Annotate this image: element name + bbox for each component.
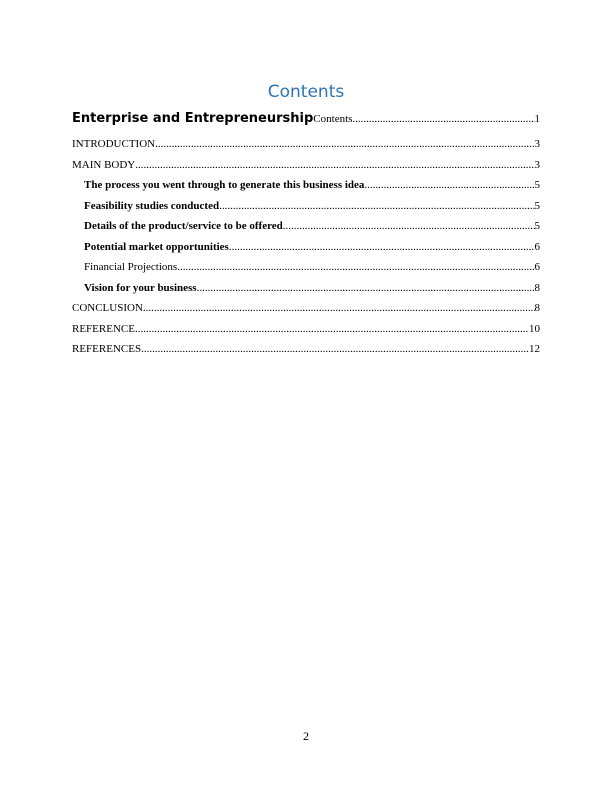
toc-entry-label: REFERENCE [72,322,135,335]
table-of-contents [72,112,540,364]
toc-entry-vision[interactable] [72,282,540,295]
toc-entry-page: 10 [529,322,540,335]
toc-entry-product-details[interactable] [72,220,540,233]
toc-entry-page: 8 [534,281,540,294]
toc-entry-main-body[interactable] [72,159,540,172]
toc-entry-introduction[interactable] [72,138,540,151]
toc-entry-page: 12 [529,343,540,355]
dot-leader [135,159,534,172]
toc-entry-label: Potential market opportunities [84,240,229,253]
dot-leader [352,113,534,126]
dot-leader [283,220,535,233]
toc-entry-page: 6 [534,261,540,273]
toc-entry-sublabel: Contents [313,113,353,125]
toc-entry-references[interactable] [72,343,540,356]
toc-entry-label: Financial Projections [84,261,178,273]
dot-leader [135,323,529,336]
toc-entry-reference[interactable] [72,323,540,336]
dot-leader [143,302,535,315]
dot-leader [229,241,535,254]
dot-leader [219,200,534,213]
toc-entry-label: REFERENCES [72,343,142,355]
dot-leader [155,138,534,151]
toc-entry-page: 5 [534,199,540,212]
toc-entry-label: CONCLUSION [72,302,143,314]
toc-entry-page: 5 [534,179,540,191]
toc-entry-label: The process you went through to generate this business idea [84,179,365,191]
document-title: Enterprise and Entrepreneurship [72,111,314,126]
dot-leader [364,179,534,192]
toc-entry-page: 1 [534,113,540,125]
page-number: 2 [303,729,309,743]
toc-entry-page: 6 [534,240,540,253]
toc-entry-page: 3 [534,138,540,150]
toc-entry-label: MAIN BODY [72,158,136,171]
toc-heading: Contents [267,82,345,102]
dot-leader [197,282,535,295]
toc-entry-label [72,112,352,126]
toc-entry-label: Details of the product/service to be offered [84,220,283,232]
toc-entry-page: 5 [534,220,540,232]
toc-entry-label: Feasibility studies conducted [84,199,220,212]
toc-entry-conclusion[interactable] [72,302,540,315]
toc-entry-page: 8 [534,302,540,314]
toc-entry-title[interactable] [72,112,540,130]
toc-entry-label: Vision for your business [84,281,197,294]
toc-entry-feasibility[interactable] [72,200,540,213]
toc-entry-label: INTRODUCTION [72,138,156,150]
toc-entry-financial-projections[interactable] [72,261,540,274]
toc-entry-process[interactable] [72,179,540,192]
toc-entry-market-opportunities[interactable] [72,241,540,254]
dot-leader [141,343,529,356]
toc-entry-page: 3 [534,158,540,171]
dot-leader [177,261,534,274]
